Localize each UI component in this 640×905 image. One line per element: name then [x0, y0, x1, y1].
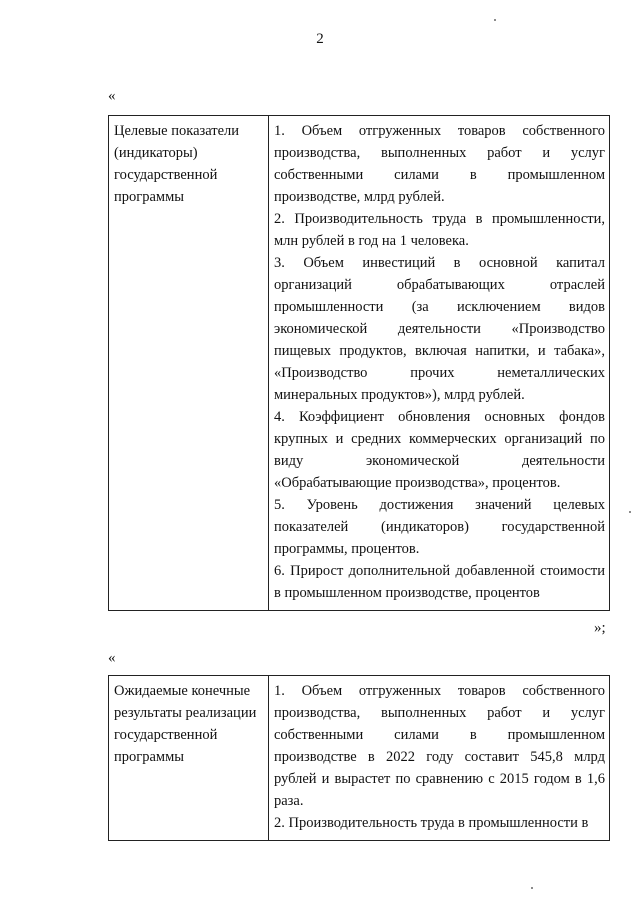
list-item: 3. Объем инвестиций в основной капитал организаций обрабатывающих отраслей промышленности (за исключением видов экономической деятельности «Производство пищевых продуктов, включая напитки, и табака», «Производство прочих неметаллических минеральных продуктов»), млрд рублей.	[274, 255, 605, 403]
scan-speck	[494, 19, 496, 21]
scan-speck	[531, 887, 533, 889]
expected-results-table	[108, 675, 610, 841]
list-item: 2. Производительность труда в промышленности, млн рублей в год на 1 человека.	[274, 211, 605, 249]
table-row	[109, 676, 610, 841]
row-content	[269, 116, 610, 611]
list-item: 1. Объем отгруженных товаров собственного производства, выполненных работ и услуг собственными силами в промышленном производстве, млрд рублей.	[274, 123, 605, 205]
list-item: 1. Объем отгруженных товаров собственного производства, выполненных работ и услуг собственными силами в промышленном производстве в 2022 году составит 545,8 млрд рублей и вырастет по сравнению с 2015 годом в 1,6 раза.	[274, 683, 605, 809]
list-item: 5. Уровень достижения значений целевых показателей (индикаторов) государственной программы, процентов.	[274, 497, 605, 557]
row-label: Ожидаемые конечные результаты реализации государственной программы	[109, 676, 269, 841]
closing-quote-1: »;	[594, 620, 606, 636]
table-row	[109, 116, 610, 611]
list-item: 2. Производительность труда в промышленности в	[274, 815, 589, 831]
page-number: 2	[316, 31, 324, 47]
target-indicators-table	[108, 115, 610, 611]
row-label: Целевые показатели (индикаторы) государственной программы	[109, 116, 269, 611]
row-content	[269, 676, 610, 841]
list-item: 4. Коэффициент обновления основных фондов крупных и средних коммерческих организаций по виду экономической деятельности «Обрабатывающие производства», процентов.	[274, 409, 605, 491]
opening-quote-2: «	[108, 650, 116, 666]
opening-quote-1: «	[108, 88, 116, 104]
scan-speck	[629, 511, 631, 513]
list-item: 6. Прирост дополнительной добавленной стоимости в промышленном производстве, процентов	[274, 563, 605, 601]
